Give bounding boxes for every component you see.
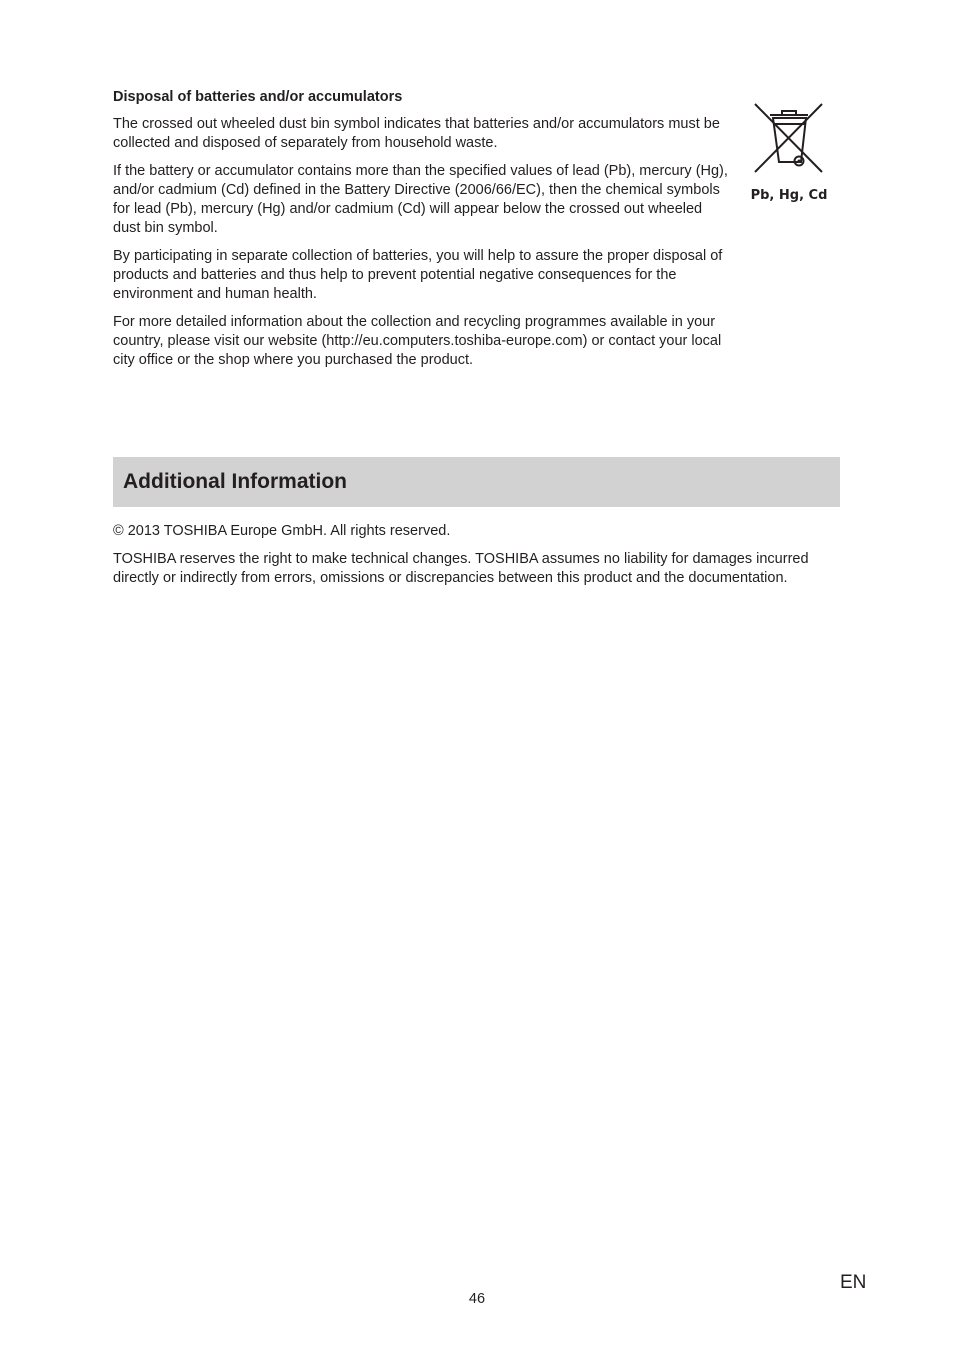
disposal-heading: Disposal of batteries and/or accumulators: [113, 89, 403, 105]
additional-text-block: [113, 522, 843, 597]
page-number: 46: [468, 1291, 486, 1307]
bin-symbol-caption: Pb, Hg, Cd: [750, 188, 828, 203]
disposal-paragraph: For more detailed information about the collection and recycling programmes available in your country, please visit our website (http://eu.computers.toshiba-europe.com) or contact your local city office or the shop where you purchased the product.: [113, 314, 722, 368]
disposal-paragraph: By participating in separate collection of batteries, you will help to assure the proper disposal of products and batteries and thus help to prevent potential negative consequences for the environment and human health.: [113, 248, 723, 302]
section-title: Additional Information: [123, 470, 347, 493]
disposal-paragraph: If the battery or accumulator contains more than the specified values of lead (Pb), mercury (Hg), and/or cadmium (Cd) defined in the Battery Directive (2006/66/EC), then the chemical symbols for lead (Pb), mercury (Hg) and/or cadmium (Cd) will appear below the crossed out wheeled dust bin symbol.: [113, 163, 728, 236]
disposal-paragraph: The crossed out wheeled dust bin symbol indicates that batteries and/or accumulators must be collected and disposed of separately from household waste.: [113, 116, 720, 151]
crossed-out-wheeled-bin-icon: [752, 100, 826, 176]
language-tag: EN: [840, 1272, 867, 1293]
copyright-line: © 2013 TOSHIBA Europe GmbH. All rights reserved.: [113, 523, 451, 539]
disclaimer-paragraph: TOSHIBA reserves the right to make technical changes. TOSHIBA assumes no liability for damages incurred directly or indirectly from errors, omissions or discrepancies between this product and the documentation.: [113, 551, 809, 586]
disposal-text-block: [113, 115, 733, 379]
section-header-bar: [113, 457, 840, 507]
